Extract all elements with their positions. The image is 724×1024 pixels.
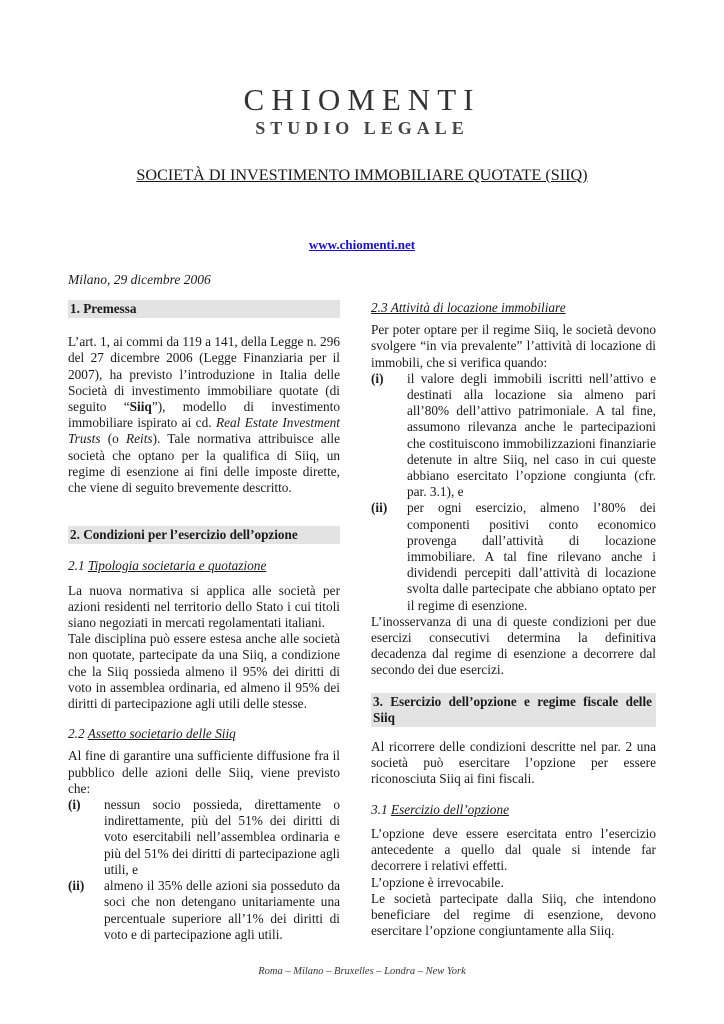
subsection-2-3-intro: Per poter optare per il regime Siiq, le società devono svolgere “in via prevalente” l’attività di locazione di immobili, che si verifica quando: xyxy=(371,322,656,370)
subsection-heading-3-1: 3.1 Esercizio dell’opzione xyxy=(371,801,510,817)
list-item: (i) nessun socio possieda, direttamente o indirettamente, più del 51% dei diritti di voto esercitabili nell’assemblea ordinaria e più del 51% dei diritti di partecipazione agli utili, e xyxy=(68,797,340,877)
list-item: (ii) per ogni esercizio, almeno l’80% dei componenti positivi conto economico provenga dall’attività di locazione immobiliare. A tal fine rilevano anche i dividendi percepiti dall’attività di locazione svolta dalle partecipate che abbiano optato per il regime di esenzione. xyxy=(371,500,656,613)
firm-logo-name: CHIOMENTI xyxy=(243,82,481,117)
subsection-3-1-paragraph-2: L’opzione è irrevocabile. xyxy=(371,874,504,890)
subsection-heading-2-2: 2.2 Assetto societario delle Siiq xyxy=(68,726,236,742)
subsection-3-1-paragraph-1: L’opzione deve essere esercitata entro l’esercizio antecedente a quello dal quale si intende far decorrere i relativi effetti. xyxy=(371,825,656,874)
website-link[interactable]: www.chiomenti.net xyxy=(308,237,416,252)
subsection-2-3-outro: L’inosservanza di una di queste condizioni per due esercizi consecutivi determina la definitiva decadenza dal regime di esenzione a decorrere dal secondo dei due esercizi. xyxy=(371,613,656,678)
subsection-heading-2-1: 2.1 Tipologia societaria e quotazione xyxy=(68,558,267,574)
footer-offices: Roma – Milano – Bruxelles – Londra – New York xyxy=(258,966,466,977)
document-title: SOCIETÀ DI INVESTIMENTO IMMOBILIARE QUOTATE (SIIQ) xyxy=(136,166,588,184)
subsection-heading-2-3: 2.3 Attività di locazione immobiliare xyxy=(371,300,566,315)
subsection-3-1-paragraph-3: Le società partecipate dalla Siiq, che intendono beneficiare del regime di esenzione, devono esercitare l’opzione congiuntamente alla Siiq. xyxy=(371,890,656,939)
list-item: (ii) almeno il 35% delle azioni sia posseduto da soci che non detengano unitariamente una percentuale superiore all’1% dei diritti di voto e di partecipazione agli utili. xyxy=(68,878,340,942)
left-column xyxy=(68,300,340,943)
subsection-2-1-paragraph-2: Tale disciplina può essere estesa anche alle società non quotate, partecipate da una Siiq, a condizione che la Siiq possieda almeno il 95% dei diritti di voto in assemblea ordinaria, ed almeno il 95% dei diritti di partecipazione agli utili delle stesse. xyxy=(68,631,340,712)
section-heading-premessa: 1. Premessa xyxy=(68,300,340,318)
premessa-paragraph: L’art. 1, ai commi da 119 a 141, della Legge n. 296 del 27 dicembre 2006 (Legge Finanziaria per il 2007), ha previsto l’introduzione in Italia delle Società di investimento immobiliare quotate (di seguito “Siiq”), modello di investimento immobiliare ispirato ai cd. Real Estate Investment Trusts (o Reits). Tale normativa attribuisce alle società che optano per la qualifica di Siiq, un regime di esenzione ai fini delle imposte dirette, che viene di seguito brevemente descritto. xyxy=(68,334,340,496)
list-item: (i) il valore degli immobili iscritti nell’attivo e destinati alla locazione sia almeno pari all’80% dell’attivo patrimoniale. A tal fine, assumono rilevanza anche le partecipazioni che costituiscono immobilizzazioni finanziarie detenute in altre Siiq, nel caso in cui queste abbiano esercitato l’opzione congiunta (cfr. par. 3.1), e xyxy=(371,370,656,500)
section-3-intro: Al ricorrere delle condizioni descritte nel par. 2 una società può esercitare l’opzione per essere riconosciuta Siiq ai fini fiscali. xyxy=(371,739,656,787)
document-date: Milano, 29 dicembre 2006 xyxy=(68,272,211,287)
right-column xyxy=(371,300,656,939)
subsection-2-1-paragraph-1: La nuova normativa si applica alle società per azioni residenti nel territorio dello Stato i cui titoli siano negoziati in mercati regolamentati italiani. xyxy=(68,582,340,631)
section-heading-condizioni: 2. Condizioni per l’esercizio dell’opzione xyxy=(68,526,340,544)
section-heading-esercizio: 3. Esercizio dell’opzione e regime fiscale delle Siiq xyxy=(371,693,656,727)
subsection-2-2-intro: Al fine di garantire una sufficiente diffusione fra il pubblico delle azioni delle Siiq, viene previsto che: xyxy=(68,748,340,796)
firm-logo-subtitle: STUDIO LEGALE xyxy=(255,118,469,138)
